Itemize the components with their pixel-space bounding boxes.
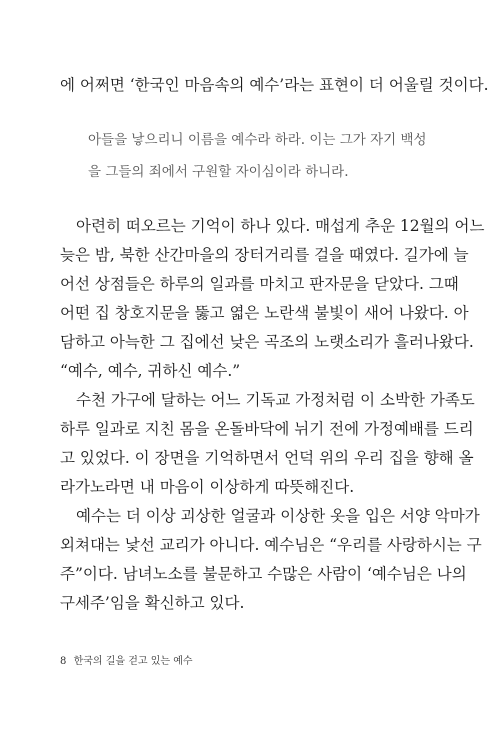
quote-line: 아들을 낳으리니 이름을 예수라 하라. 이는 그가 자기 백성	[88, 132, 427, 148]
body-line: 구세주’임을 확신하고 있다.	[60, 594, 245, 612]
body-line: 고 있었다. 이 장면을 기억하면서 언덕 위의 우리 집을 향해 올	[60, 449, 474, 467]
body-line: 담하고 아늑한 그 집에선 낮은 곡조의 노랫소리가 흘러나왔다.	[60, 333, 474, 351]
body-line: “예수, 예수, 귀하신 예수.”	[60, 362, 241, 380]
body-line: 하루 일과로 지친 몸을 온돌바닥에 뉘기 전에 가정예배를 드리	[60, 420, 474, 438]
page-footer	[60, 655, 193, 669]
body-line: 외쳐대는 낯선 교리가 아니다. 예수님은 “우리를 사랑하시는 구	[60, 536, 482, 554]
body-line: 어선 상점들은 하루의 일과를 마치고 판자문을 닫았다. 그때	[60, 275, 459, 293]
page-number: 8	[60, 656, 67, 667]
body-line: 라가노라면 내 마음이 이상하게 따뜻해진다.	[60, 478, 355, 496]
body-line: 어떤 집 창호지문을 뚫고 엷은 노란색 불빛이 새어 나왔다. 아	[60, 304, 469, 322]
body-line: 예수는 더 이상 괴상한 얼굴과 이상한 옷을 입은 서양 악마가	[76, 507, 480, 525]
intro-line: 에 어쩌면 ‘한국인 마음속의 예수’라는 표현이 더 어울릴 것이다.	[60, 76, 489, 94]
body-line: 늦은 밤, 북한 산간마을의 장터거리를 걸을 때였다. 길가에 늘	[60, 246, 469, 264]
body-line: 아련히 떠오르는 기억이 하나 있다. 매섭게 추운 12월의 어느	[76, 217, 485, 235]
body-line: 수천 가구에 달하는 어느 기독교 가정처럼 이 소박한 가족도	[76, 391, 475, 409]
quote-line: 을 그들의 죄에서 구원할 자이심이라 하니라.	[88, 164, 349, 180]
running-title: 한국의 길을 걷고 있는 예수	[73, 656, 193, 667]
body-line: 주”이다. 남녀노소를 불문하고 수많은 사람이 ‘예수님은 나의	[60, 565, 467, 583]
